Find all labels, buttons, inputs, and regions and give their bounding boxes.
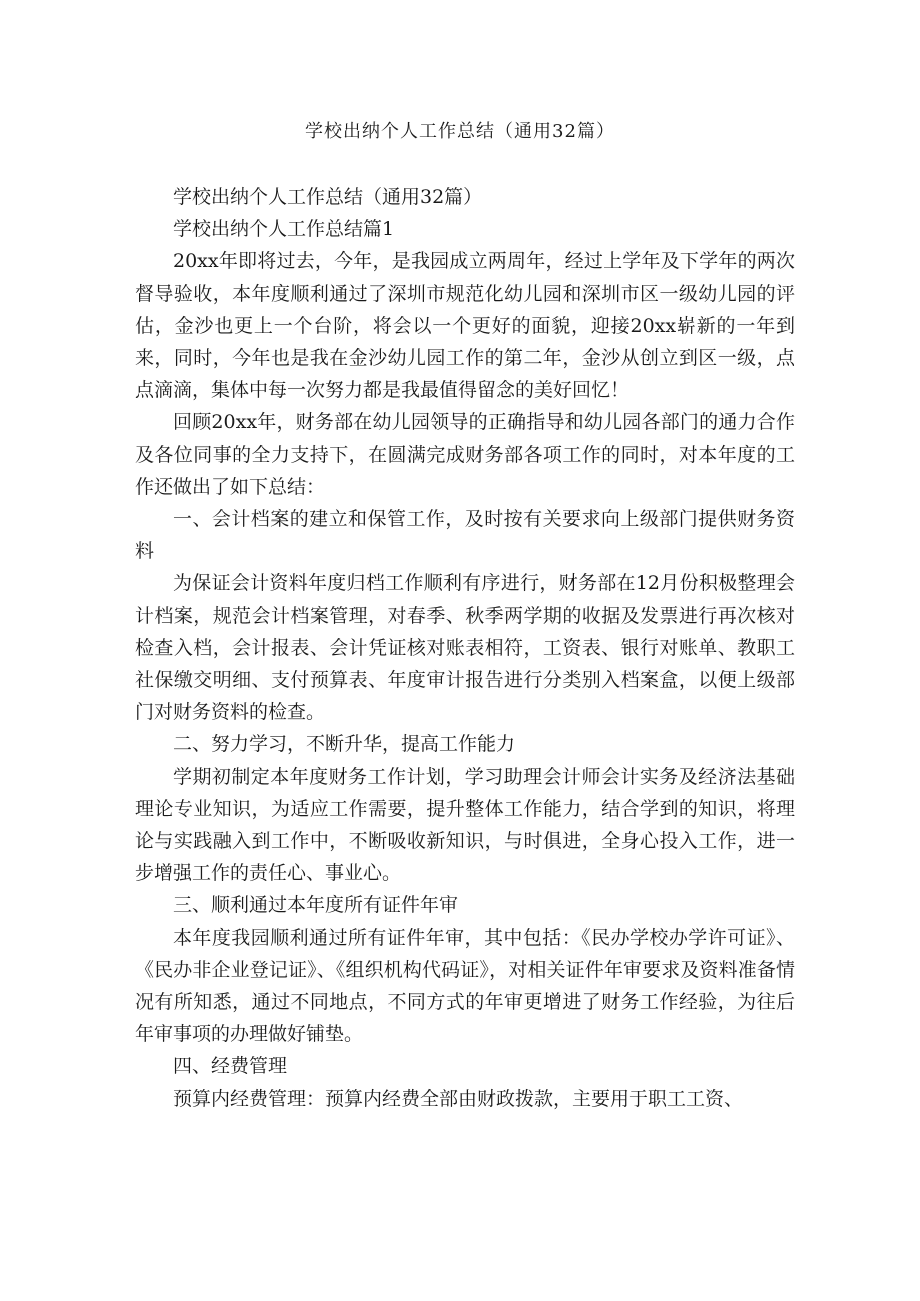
page-title: 学校出纳个人工作总结（通用32篇） [305,121,615,142]
section-heading: 三、顺利通过本年度所有证件年审 [173,894,459,917]
section-heading: 二、努力学习，不断升华，提高工作能力 [173,733,516,756]
body-paragraph: 本年度我园顺利通过所有证件年审，其中包括：《民办学校办学许可证》、《民办非企业登记证》、《组织机构代码证》，对相关证件年审要求及资料准备情况有所知悉，通过不同地点，不同方式的年审更增进了财务工作经验，为往后年审事项的办理做好铺垫。 [135,926,795,1046]
body-paragraph: 20xx年即将过去，今年，是我园成立两周年，经过上学年及下学年的两次督导验收，本年度顺利通过了深圳市规范化幼儿园和深圳市区一级幼儿园的评估，金沙也更上一个台阶，将会以一个更好的面貌，迎接20xx崭新的一年到来，同时，今年也是我在金沙幼儿园工作的第二年，金沙从创立到区一级，点点滴滴，集体中每一次努力都是我最值得留念的美好回忆！ [135,250,795,402]
section-heading: 学校出纳个人工作总结篇1 [173,218,395,241]
body-paragraph: 预算内经费管理：预算内经费全部由财政拨款，主要用于职工工资、 [173,1087,744,1110]
body-paragraph: 为保证会计资料年度归档工作顺利有序进行，财务部在12月份积极整理会计档案，规范会计档案管理，对春季、秋季两学期的收据及发票进行再次核对检查入档，会计报表、会计凭证核对账表相符，工资表、银行对账单、教职工社保缴交明细、支付预算表、年度审计报告进行分类别入档案盒，以便上级部门对财务资料的检查。 [135,572,795,724]
body-paragraph: 学期初制定本年度财务工作计划，学习助理会计师会计实务及经济法基础理论专业知识，为适应工作需要，提升整体工作能力，结合学到的知识，将理论与实践融入到工作中，不断吸收新知识，与时俱进，全身心投入工作，进一步增强工作的责任心、事业心。 [135,765,795,885]
body-paragraph: 回顾20xx年，财务部在幼儿园领导的正确指导和幼儿园各部门的通力合作及各位同事的全力支持下，在圆满完成财务部各项工作的同时，对本年度的工作还做出了如下总结： [135,411,795,498]
document-body [135,181,795,1115]
section-heading: 四、经费管理 [173,1055,288,1078]
subtitle-paragraph: 学校出纳个人工作总结（通用32篇） [173,186,483,208]
section-heading: 一、会计档案的建立和保管工作，及时按有关要求向上级部门提供财务资料 [135,508,795,563]
